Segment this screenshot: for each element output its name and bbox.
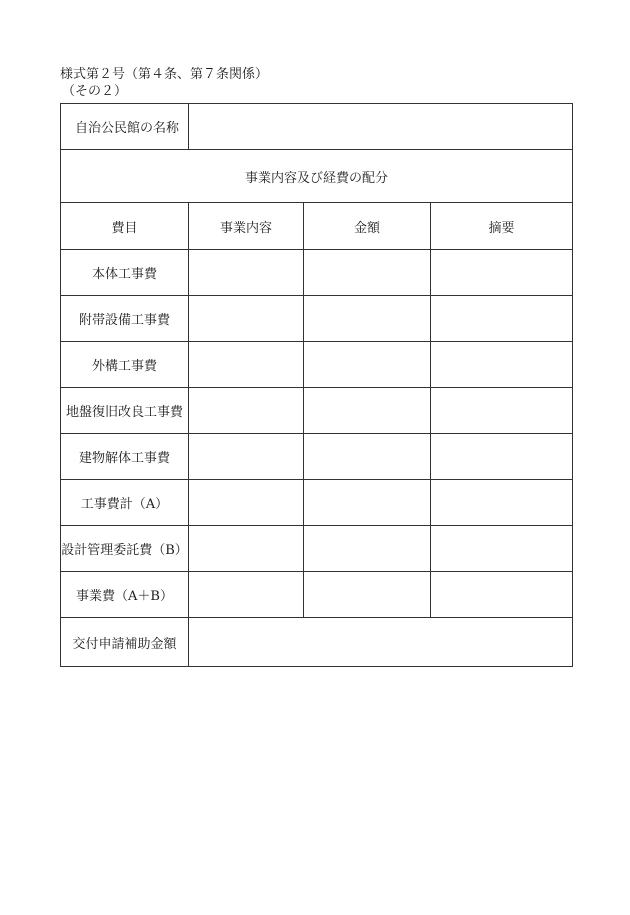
grant-amount-label: 交付申請補助金額 — [61, 618, 189, 667]
row-label: 地盤復旧改良工事費 — [61, 388, 189, 434]
table-row — [61, 480, 573, 526]
row-label: 建物解体工事費 — [61, 434, 189, 480]
form-header — [60, 66, 268, 100]
amount-cell[interactable] — [304, 388, 431, 434]
amount-cell[interactable] — [304, 296, 431, 342]
row-label: 設計管理委託費（B） — [61, 526, 189, 572]
amount-cell[interactable] — [304, 342, 431, 388]
section-title: 事業内容及び経費の配分 — [61, 150, 573, 203]
row-label: 事業費（A＋B） — [61, 572, 189, 618]
content-cell[interactable] — [189, 572, 304, 618]
remarks-cell[interactable] — [431, 296, 573, 342]
content-cell[interactable] — [189, 434, 304, 480]
content-cell[interactable] — [189, 250, 304, 296]
column-header-amount: 金額 — [304, 203, 431, 250]
grant-amount-field[interactable] — [189, 618, 573, 667]
remarks-cell[interactable] — [431, 434, 573, 480]
remarks-cell[interactable] — [431, 480, 573, 526]
form-number: 様式第２号（第４条、第７条関係） — [60, 67, 269, 82]
section-title-row — [61, 150, 573, 203]
content-cell[interactable] — [189, 342, 304, 388]
table-row — [61, 296, 573, 342]
amount-cell[interactable] — [304, 250, 431, 296]
row-label: 本体工事費 — [61, 250, 189, 296]
content-cell[interactable] — [189, 480, 304, 526]
table-row — [61, 572, 573, 618]
table-row — [61, 434, 573, 480]
table-row — [61, 526, 573, 572]
amount-cell[interactable] — [304, 526, 431, 572]
table-row — [61, 342, 573, 388]
form-sub-number: （その２） — [62, 84, 128, 99]
column-header-item: 費目 — [61, 203, 189, 250]
column-header-remarks: 摘要 — [431, 203, 573, 250]
remarks-cell[interactable] — [431, 250, 573, 296]
row-label: 附帯設備工事費 — [61, 296, 189, 342]
remarks-cell[interactable] — [431, 572, 573, 618]
amount-cell[interactable] — [304, 434, 431, 480]
row-label: 工事費計（A） — [61, 480, 189, 526]
content-cell[interactable] — [189, 526, 304, 572]
content-cell[interactable] — [189, 296, 304, 342]
grant-amount-row — [61, 618, 573, 667]
hall-name-row — [61, 104, 573, 150]
remarks-cell[interactable] — [431, 342, 573, 388]
table-row — [61, 388, 573, 434]
hall-name-label: 自治公民館の名称 — [61, 104, 189, 150]
expense-allocation-table — [60, 103, 573, 667]
hall-name-field[interactable] — [189, 104, 573, 150]
row-label: 外構工事費 — [61, 342, 189, 388]
content-cell[interactable] — [189, 388, 304, 434]
remarks-cell[interactable] — [431, 526, 573, 572]
table-row — [61, 250, 573, 296]
remarks-cell[interactable] — [431, 388, 573, 434]
amount-cell[interactable] — [304, 572, 431, 618]
column-header-row — [61, 203, 573, 250]
amount-cell[interactable] — [304, 480, 431, 526]
column-header-content: 事業内容 — [189, 203, 304, 250]
